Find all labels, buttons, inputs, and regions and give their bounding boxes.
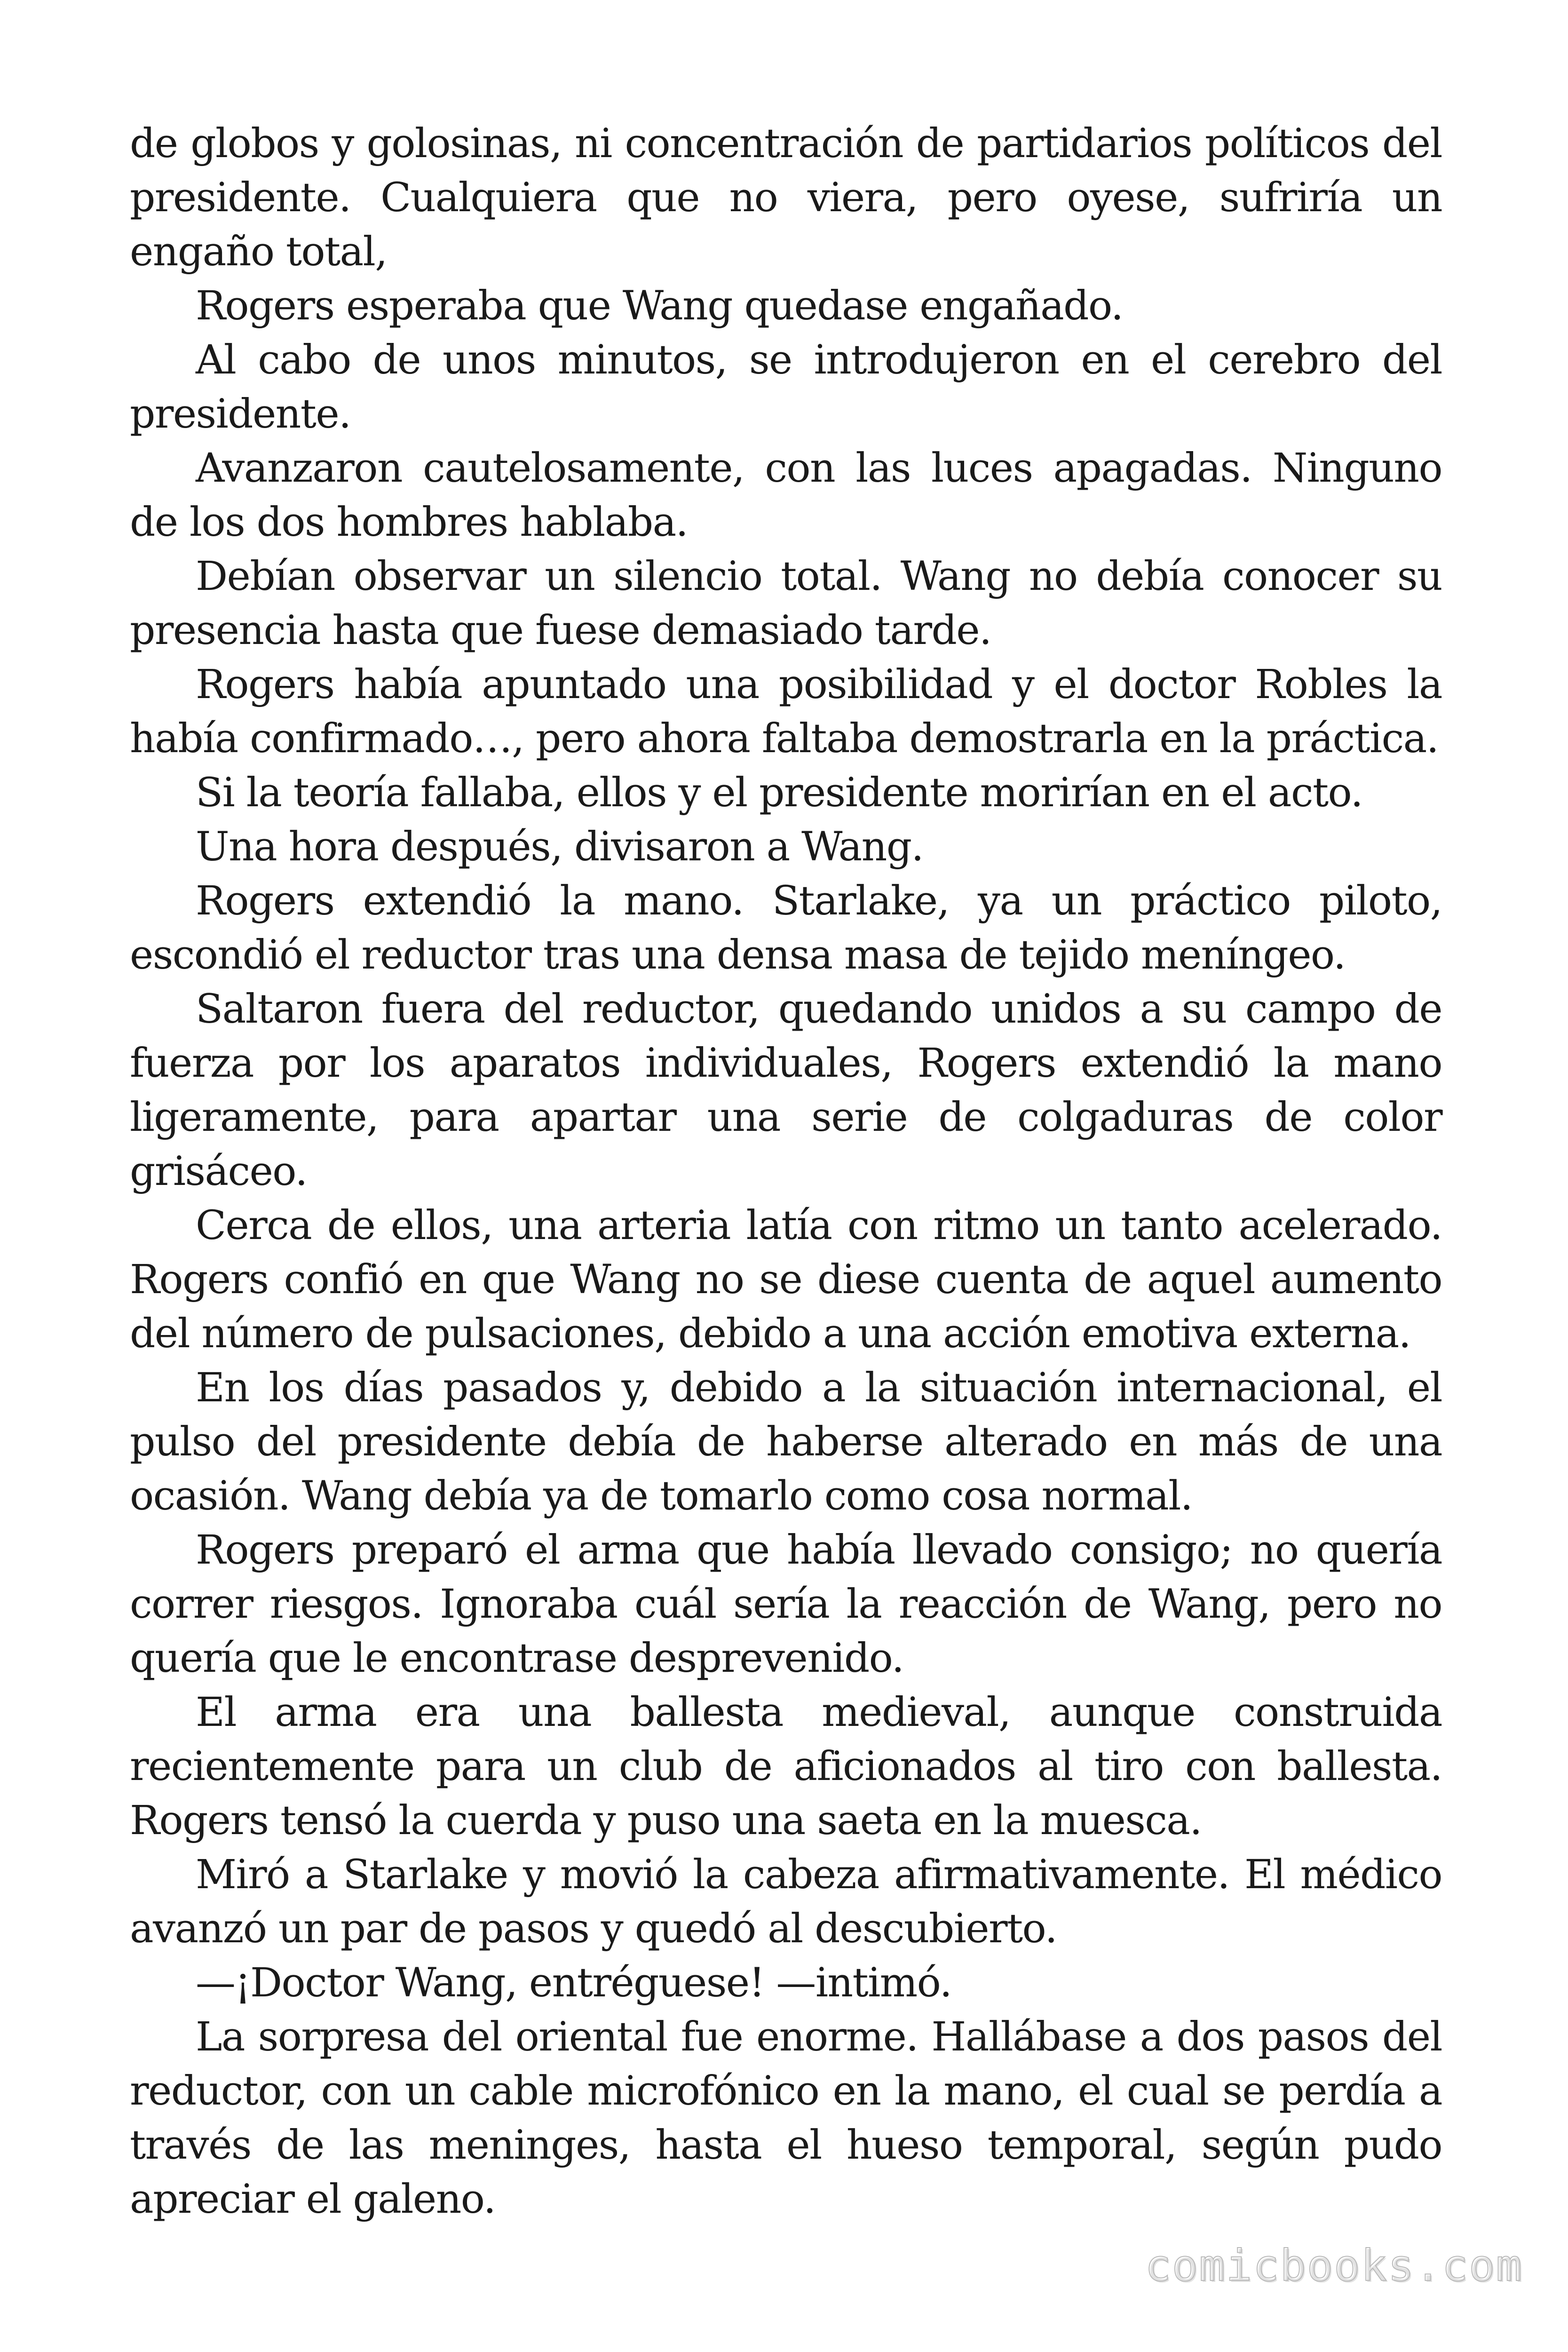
paragraph-12: En los días pasados y, debido a la situación internacional, el pulso del presidente debía de haberse alterado en más de una ocasión. Wang debía ya de tomarlo como cosa normal. <box>130 1365 1442 1519</box>
paragraph-10: Saltaron fuera del reductor, quedando unidos a su campo de fuerza por los aparatos individuales, Rogers extendió la mano ligeramente, para apartar una serie de colgaduras de color grisáceo. <box>130 986 1442 1195</box>
paragraph-16: —¡Doctor Wang, entréguese! —intimó. <box>196 1960 952 2006</box>
paragraph-9: Rogers extendió la mano. Starlake, ya un práctico piloto, escondió el reductor tras una densa masa de tejido meníngeo. <box>130 878 1442 978</box>
paragraph-8: Una hora después, divisaron a Wang. <box>196 824 923 870</box>
paragraph-2: Rogers esperaba que Wang quedase engañado. <box>196 283 1123 329</box>
paragraph-3: Al cabo de unos minutos, se introdujeron en el cerebro del presidente. <box>130 337 1442 437</box>
paragraph-13: Rogers preparó el arma que había llevado consigo; no quería correr riesgos. Ignoraba cuál sería la reacción de Wang, pero no quería que le encontrase desprevenido. <box>130 1527 1442 1682</box>
paragraph-6: Rogers había apuntado una posibilidad y el doctor Robles la había confirmado…, pero ahora faltaba demostrarla en la práctica. <box>130 661 1442 762</box>
paragraph-11: Cerca de ellos, una arteria latía con ritmo un tanto acelerado. Rogers confió en que Wang no se diese cuenta de aquel aumento del número de pulsaciones, debido a una acción emotiva externa. <box>130 1202 1442 1357</box>
paragraph-5: Debían observar un silencio total. Wang no debía conocer su presencia hasta que fuese demasiado tarde. <box>130 553 1442 654</box>
paragraph-7: Si la teoría fallaba, ellos y el presidente morirían en el acto. <box>196 770 1363 816</box>
paragraph-17: La sorpresa del oriental fue enorme. Hallábase a dos pasos del reductor, con un cable microfónico en la mano, el cual se perdía a través de las meninges, hasta el hueso temporal, según pudo apreciar el galeno. <box>130 2014 1442 2223</box>
paragraph-1: de globos y golosinas, ni concentración de partidarios políticos del presidente. Cualquiera que no viera, pero oyese, sufriría un engaño total, <box>130 120 1442 275</box>
paragraph-15: Miró a Starlake y movió la cabeza afirmativamente. El médico avanzó un par de pasos y quedó al descubierto. <box>130 1851 1442 1952</box>
watermark-logo: comicbooks.com <box>1145 2241 1523 2291</box>
book-page-text <box>130 117 1442 2226</box>
paragraph-14: El arma era una ballesta medieval, aunque construida recientemente para un club de aficionados al tiro con ballesta. Rogers tensó la cuerda y puso una saeta en la muesca. <box>130 1689 1442 1844</box>
paragraph-4: Avanzaron cautelosamente, con las luces apagadas. Ninguno de los dos hombres hablaba. <box>130 445 1442 546</box>
